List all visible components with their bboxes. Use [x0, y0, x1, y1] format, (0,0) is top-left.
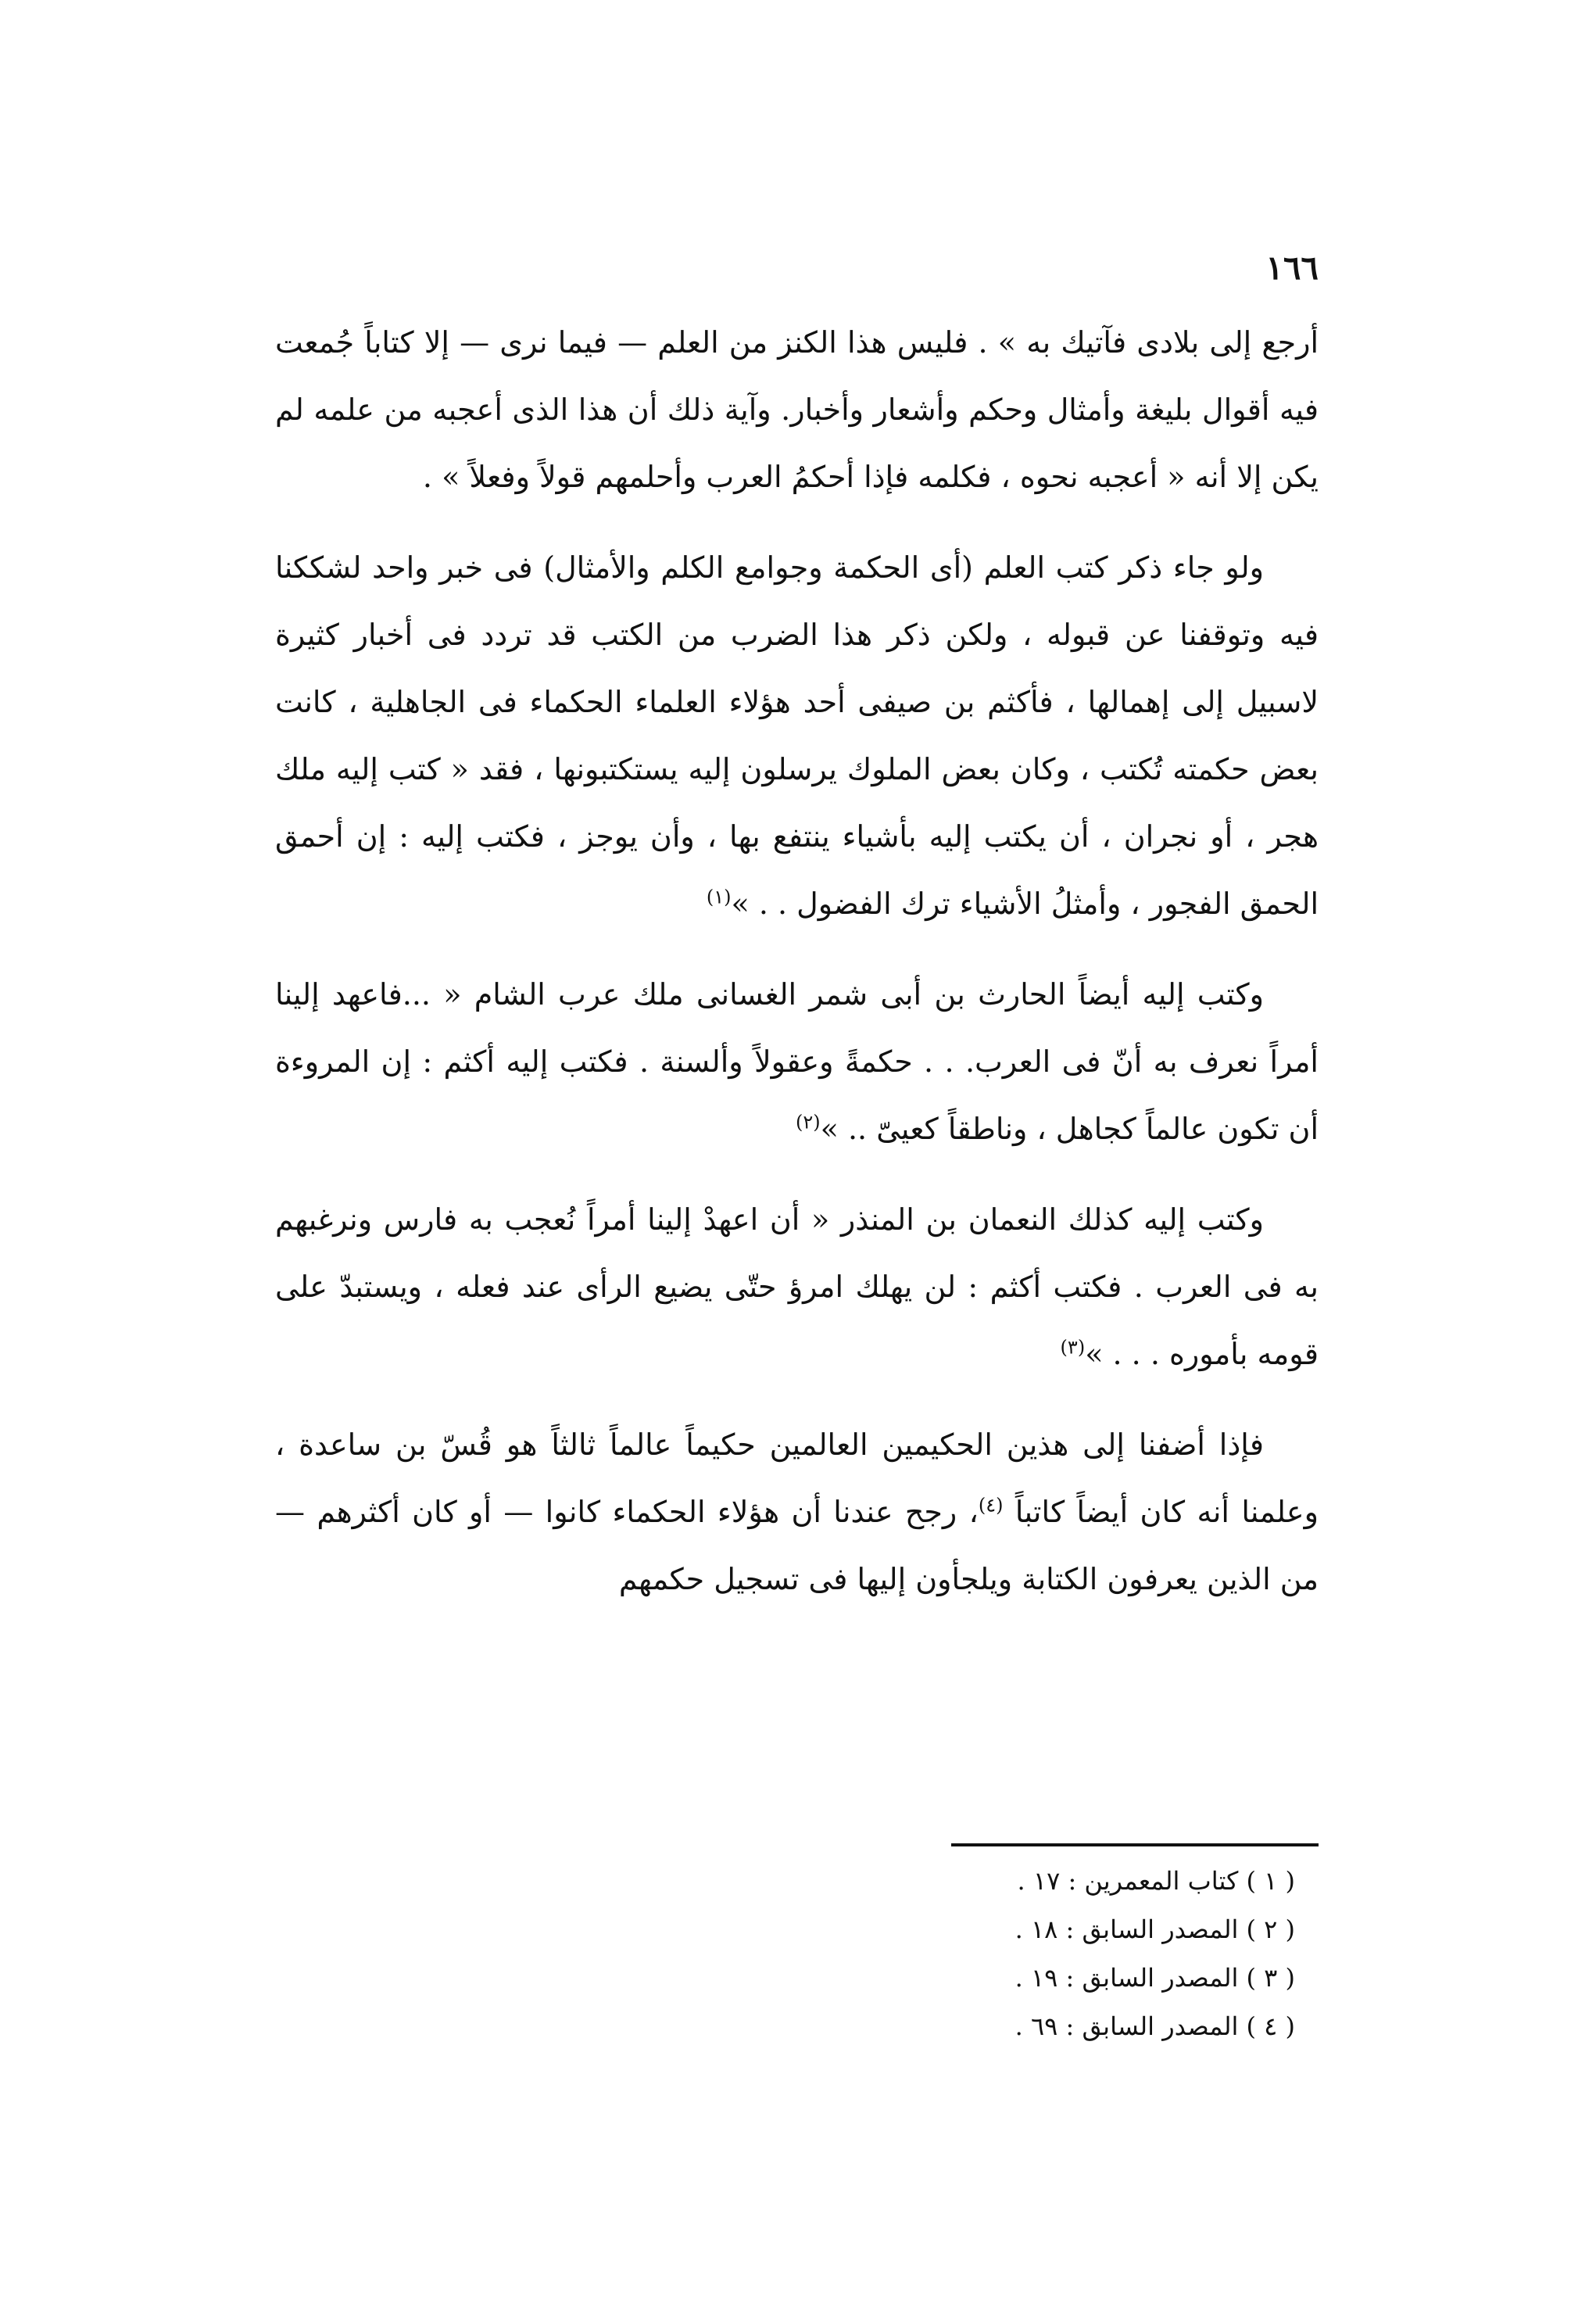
footnote-ref-1: (١) — [706, 886, 732, 908]
footnote-1: ( ١ ) كتاب المعمرين : ١٧ . — [1017, 1866, 1295, 1896]
footnote-ref-2: (٢) — [795, 1111, 821, 1134]
paragraph-text: وكتب إليه أيضاً الحارث بن أبى شمر الغسانى ملك عرب الشام « ...فاعهد إلينا أمراً نعرف به أنّ فى العرب. . . حكمةً وعقولاً وألسنة . فكتب إليه أكثم : إن المروءة أن تكون عالماً كجاهل ، وناطقاً كعيىّ .. » — [275, 977, 1319, 1146]
footnote-ref-3: (٣) — [1060, 1336, 1086, 1359]
paragraph-text-continued: ، رجح عندنا أن هؤلاء الحكماء كانوا — أو كان أكثرهم — من الذين يعرفون الكتابة ويلجأون إليها فى تسجيل حكمهم — [275, 1495, 1319, 1596]
footnote-divider — [951, 1843, 1319, 1846]
paragraph-text: وكتب إليه كذلك النعمان بن المنذر « أن اعهدْ إلينا أمراً نُعجب به فارس ونرغبهم به فى العرب . فكتب أكثم : لن يهلك امرؤ حتّى يضيع الرأى عند فعله ، ويستبدّ على قومه بأموره . . . » — [275, 1202, 1319, 1371]
paragraph-text: أرجع إلى بلادى فآتيك به » . فليس هذا الكنز من العلم — فيما نرى — إلا كتاباً جُمعت فيه أقوال بليغة وأمثال وحكم وأشعار وأخبار. وآية ذلك أن هذا الذى أعجبه من علمه لم يكن إلا أنه « أعجبه نحوه ، فكلمه فإذا أحكمُ العرب وأحلمهم قولاً وفعلاً » . — [275, 325, 1319, 494]
footnote-3: ( ٣ ) المصدر السابق : ١٩ . — [1014, 1963, 1295, 1993]
paragraph-1 — [275, 309, 1319, 510]
paragraph-5 — [275, 1411, 1319, 1613]
footnote-2: ( ٢ ) المصدر السابق : ١٨ . — [1014, 1914, 1295, 1944]
paragraph-4 — [275, 1186, 1319, 1388]
paragraph-2 — [275, 534, 1319, 937]
footnotes — [670, 1857, 1295, 2050]
footnote-ref-4: (٤) — [978, 1494, 1004, 1517]
paragraph-text: فإذا أضفنا إلى هذين الحكيمين العالمين حكيماً عالماً ثالثاً هو قُسّ بن ساعدة ، وعلمنا أنه كان أيضاً كاتباً — [275, 1427, 1319, 1529]
footnote-4: ( ٤ ) المصدر السابق : ٦٩ . — [1014, 2011, 1295, 2041]
page-number: ١٦٦ — [1265, 249, 1319, 287]
paragraph-text: ولو جاء ذكر كتب العلم (أى الحكمة وجوامع الكلم والأمثال) فى خبر واحد لشككنا فيه وتوقفنا عن قبوله ، ولكن ذكر هذا الضرب من الكتب قد تردد فى أخبار كثيرة لاسبيل إلى إهمالها ، فأكثم بن صيفى أحد هؤلاء العلماء الحكماء فى الجاهلية ، كانت بعض حكمته تُكتب ، وكان بعض الملوك يرسلون إليه يستكتبونها ، فقد « كتب إليه ملك هجر ، أو نجران ، أن يكتب إليه بأشياء ينتفع بها ، وأن يوجز ، فكتب إليه : إن أحمق الحمق الفجور ، وأمثلُ الأشياء ترك الفضول . . » — [275, 550, 1319, 921]
body-text — [275, 309, 1319, 1636]
paragraph-3 — [275, 961, 1319, 1162]
